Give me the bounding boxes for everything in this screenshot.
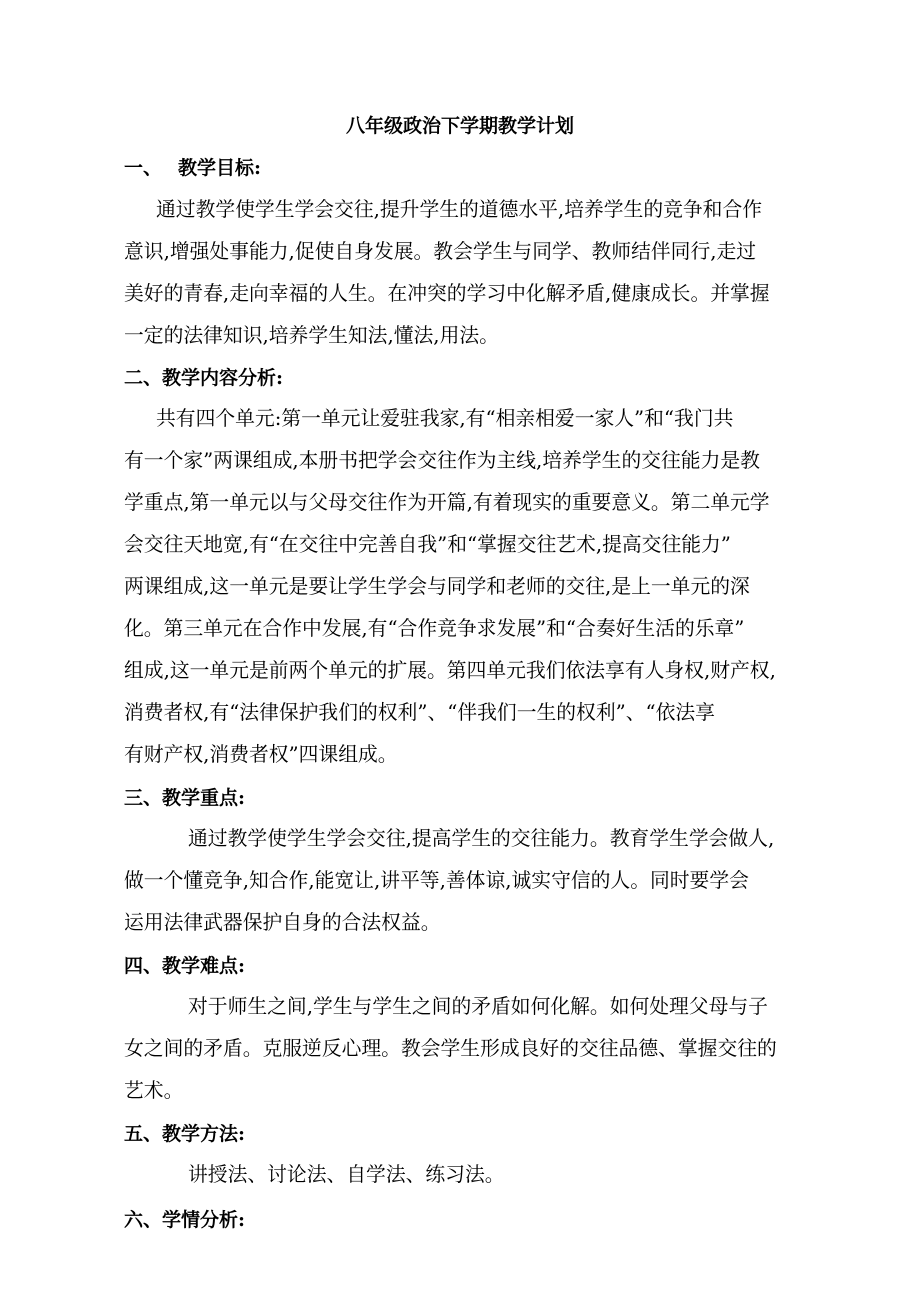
section-heading-methods: 五、教学方法: [124, 1123, 246, 1145]
paragraph-line: 共有四个单元:第一单元让爱驻我家,有“相亲相爱一家人”和“我门共 [156, 407, 734, 430]
section-heading-objectives [124, 154, 261, 182]
section-heading-text: 教学目标: [178, 157, 262, 179]
paragraph-line: 对于师生之间,学生与学生之间的矛盾如何化解。如何处理父母与子 [188, 995, 768, 1018]
paragraph-line: 有一个家”两课组成,本册书把学会交往作为主线,培养学生的交往能力是教 [124, 449, 760, 472]
paragraph-line: 化。第三单元在合作中发展,有“合作竞争求发展”和“合奏好生活的乐章” [124, 617, 745, 640]
section-heading-student-analysis: 六、学情分析: [124, 1209, 246, 1231]
paragraph-line: 通过教学使学生学会交往,提高学生的交往能力。教育学生学会做人, [188, 827, 775, 850]
paragraph-line: 会交往天地宽,有“在交往中完善自我”和“掌握交往艺术,提高交往能力” [124, 533, 731, 556]
section-heading-difficulties: 四、教学难点: [124, 955, 246, 977]
paragraph-line: 有财产权,消费者权”四课组成。 [124, 743, 398, 766]
paragraph-line: 做一个懂竞争,知合作,能宽让,讲平等,善体谅,诚实守信的人。同时要学会 [124, 869, 749, 892]
section-number: 一、 [124, 157, 163, 179]
paragraph-line: 两课组成,这一单元是要让学生学会与同学和老师的交往,是上一单元的深 [124, 575, 750, 598]
paragraph-line: 女之间的矛盾。克服逆反心理。教会学生形成良好的交往品德、掌握交往的 [124, 1037, 777, 1060]
section-paragraph-difficulties [124, 986, 836, 1112]
document-title: 八年级政治下学期教学计划 [345, 115, 574, 137]
section-paragraph-objectives [124, 189, 836, 357]
paragraph-line: 通过教学使学生学会交往,提升学生的道德水平,培养学生的竞争和合作 [156, 198, 763, 221]
paragraph-line: 美好的青春,走向幸福的人生。在冲突的学习中化解矛盾,健康成长。并掌握 [124, 282, 770, 305]
paragraph-line: 消费者权,有“法律保护我们的权利”、“伴我们一生的权利”、“依法享 [124, 701, 715, 724]
paragraph-line: 一定的法律知识,培养学生知法,懂法,用法。 [124, 324, 499, 347]
section-paragraph-content-analysis [124, 398, 836, 776]
paragraph-line: 学重点,第一单元以与父母交往作为开篇,有着现实的重要意义。第二单元学 [124, 491, 770, 514]
paragraph-line: 运用法律武器保护自身的合法权益。 [124, 911, 441, 934]
paragraph-line: 艺术。 [124, 1079, 184, 1102]
section-heading-content-analysis: 二、教学内容分析: [124, 367, 284, 389]
paragraph-line: 意识,增强处事能力,促使自身发展。教会学生与同学、教师结伴同行,走过 [124, 240, 757, 263]
section-paragraph-key-points [124, 818, 836, 944]
section-heading-key-points: 三、教学重点: [124, 787, 246, 809]
paragraph-line: 讲授法、讨论法、自学法、练习法。 [188, 1163, 505, 1186]
paragraph-line: 组成,这一单元是前两个单元的扩展。第四单元我们依法享有人身权,财产权, [124, 659, 776, 682]
section-paragraph-methods [124, 1154, 836, 1196]
